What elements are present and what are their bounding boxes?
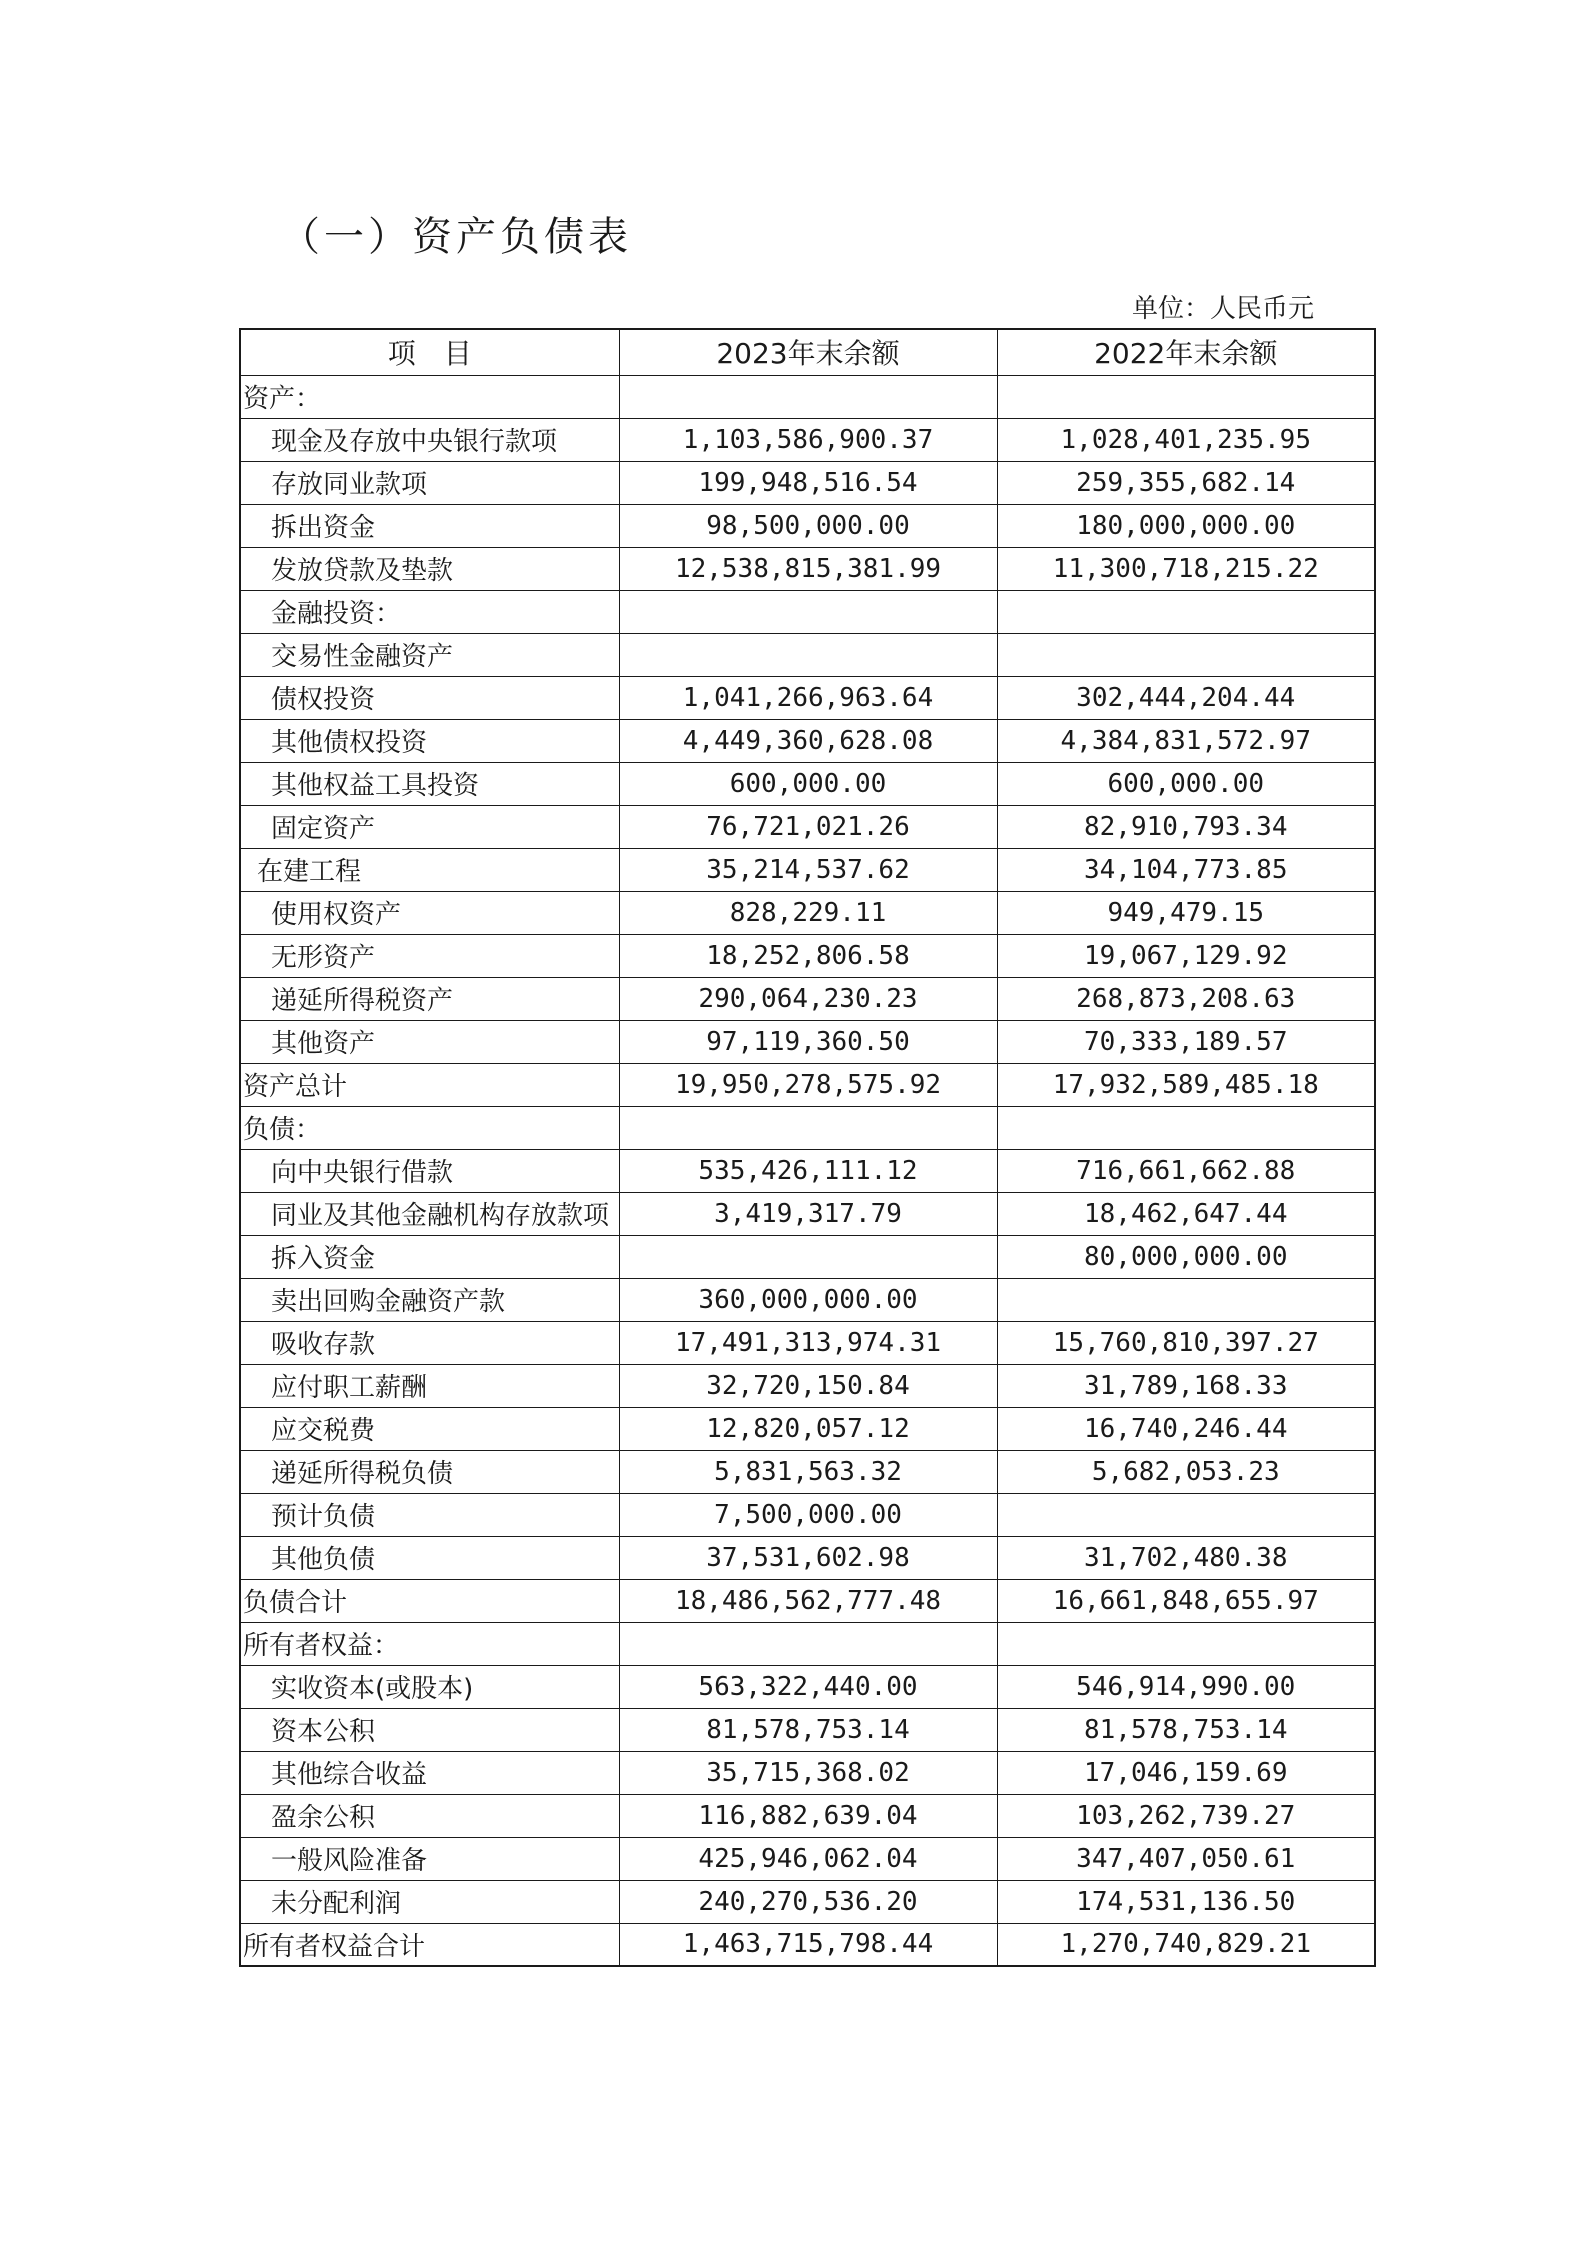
row-item-label: 负债： — [240, 1106, 619, 1149]
row-item-label: 其他综合收益 — [240, 1751, 619, 1794]
value-2022: 82,910,793.34 — [997, 805, 1375, 848]
row-item-label: 其他资产 — [240, 1020, 619, 1063]
row-item-label: 固定资产 — [240, 805, 619, 848]
row-item-label: 金融投资： — [240, 590, 619, 633]
value-2022: 17,932,589,485.18 — [997, 1063, 1375, 1106]
value-2023: 3,419,317.79 — [619, 1192, 997, 1235]
value-2023: 535,426,111.12 — [619, 1149, 997, 1192]
table-row — [240, 547, 1375, 590]
row-item-label: 拆出资金 — [240, 504, 619, 547]
row-item-label: 发放贷款及垫款 — [240, 547, 619, 590]
value-2022: 716,661,662.88 — [997, 1149, 1375, 1192]
value-2023: 32,720,150.84 — [619, 1364, 997, 1407]
table-row — [240, 461, 1375, 504]
row-item-label: 现金及存放中央银行款项 — [240, 418, 619, 461]
value-2022: 180,000,000.00 — [997, 504, 1375, 547]
value-2022: 347,407,050.61 — [997, 1837, 1375, 1880]
value-2022: 31,789,168.33 — [997, 1364, 1375, 1407]
row-item-label: 交易性金融资产 — [240, 633, 619, 676]
table-row — [240, 590, 1375, 633]
value-2023 — [619, 375, 997, 418]
value-2023: 18,486,562,777.48 — [619, 1579, 997, 1622]
row-item-label: 其他负债 — [240, 1536, 619, 1579]
table-row — [240, 1536, 1375, 1579]
table-row — [240, 1880, 1375, 1923]
value-2022 — [997, 1493, 1375, 1536]
value-2023 — [619, 590, 997, 633]
value-2022: 80,000,000.00 — [997, 1235, 1375, 1278]
row-item-label: 其他权益工具投资 — [240, 762, 619, 805]
value-2023: 12,820,057.12 — [619, 1407, 997, 1450]
table-row — [240, 633, 1375, 676]
value-2022: 17,046,159.69 — [997, 1751, 1375, 1794]
table-row — [240, 1579, 1375, 1622]
table-row — [240, 848, 1375, 891]
row-item-label: 同业及其他金融机构存放款项 — [240, 1192, 619, 1235]
value-2023: 17,491,313,974.31 — [619, 1321, 997, 1364]
value-2022: 1,028,401,235.95 — [997, 418, 1375, 461]
value-2022: 11,300,718,215.22 — [997, 547, 1375, 590]
value-2023: 116,882,639.04 — [619, 1794, 997, 1837]
table-header-row — [240, 329, 1375, 375]
row-item-label: 递延所得税负债 — [240, 1450, 619, 1493]
table-row — [240, 1192, 1375, 1235]
value-2023: 97,119,360.50 — [619, 1020, 997, 1063]
value-2022: 81,578,753.14 — [997, 1708, 1375, 1751]
row-item-label: 其他债权投资 — [240, 719, 619, 762]
value-2022: 16,661,848,655.97 — [997, 1579, 1375, 1622]
row-item-label: 无形资产 — [240, 934, 619, 977]
value-2022 — [997, 1106, 1375, 1149]
row-item-label: 预计负债 — [240, 1493, 619, 1536]
table-row — [240, 1493, 1375, 1536]
value-2023: 37,531,602.98 — [619, 1536, 997, 1579]
table-row — [240, 1708, 1375, 1751]
row-item-label: 盈余公积 — [240, 1794, 619, 1837]
value-2022 — [997, 590, 1375, 633]
row-item-label: 负债合计 — [240, 1579, 619, 1622]
value-2023: 563,322,440.00 — [619, 1665, 997, 1708]
row-item-label: 在建工程 — [240, 848, 619, 891]
value-2022: 1,270,740,829.21 — [997, 1923, 1375, 1966]
unit-label: 单位：人民币元 — [1131, 294, 1314, 324]
value-2022: 19,067,129.92 — [997, 934, 1375, 977]
row-item-label: 拆入资金 — [240, 1235, 619, 1278]
value-2023: 4,449,360,628.08 — [619, 719, 997, 762]
header-2022: 2022年末余额 — [997, 329, 1375, 375]
value-2022: 18,462,647.44 — [997, 1192, 1375, 1235]
row-item-label: 资本公积 — [240, 1708, 619, 1751]
table-row — [240, 375, 1375, 418]
row-item-label: 递延所得税资产 — [240, 977, 619, 1020]
row-item-label: 一般风险准备 — [240, 1837, 619, 1880]
value-2023: 12,538,815,381.99 — [619, 547, 997, 590]
value-2023: 18,252,806.58 — [619, 934, 997, 977]
value-2022 — [997, 1278, 1375, 1321]
table-row — [240, 418, 1375, 461]
row-item-label: 资产： — [240, 375, 619, 418]
table-row — [240, 977, 1375, 1020]
value-2023: 1,463,715,798.44 — [619, 1923, 997, 1966]
row-item-label: 债权投资 — [240, 676, 619, 719]
value-2023 — [619, 633, 997, 676]
value-2023: 98,500,000.00 — [619, 504, 997, 547]
value-2022: 600,000.00 — [997, 762, 1375, 805]
table-row — [240, 676, 1375, 719]
value-2023: 425,946,062.04 — [619, 1837, 997, 1880]
value-2023: 240,270,536.20 — [619, 1880, 997, 1923]
table-row — [240, 1235, 1375, 1278]
value-2022: 546,914,990.00 — [997, 1665, 1375, 1708]
value-2022: 34,104,773.85 — [997, 848, 1375, 891]
table-body — [240, 375, 1375, 1966]
table-row — [240, 1321, 1375, 1364]
value-2022: 16,740,246.44 — [997, 1407, 1375, 1450]
row-item-label: 向中央银行借款 — [240, 1149, 619, 1192]
table-row — [240, 1751, 1375, 1794]
row-item-label: 使用权资产 — [240, 891, 619, 934]
table-row — [240, 1794, 1375, 1837]
page-title: （一）资产负债表 — [280, 214, 632, 260]
table-row — [240, 1665, 1375, 1708]
value-2022: 949,479.15 — [997, 891, 1375, 934]
table-row — [240, 1622, 1375, 1665]
value-2023: 199,948,516.54 — [619, 461, 997, 504]
value-2022: 302,444,204.44 — [997, 676, 1375, 719]
value-2023 — [619, 1622, 997, 1665]
row-item-label: 存放同业款项 — [240, 461, 619, 504]
value-2022: 4,384,831,572.97 — [997, 719, 1375, 762]
value-2022 — [997, 375, 1375, 418]
value-2023: 600,000.00 — [619, 762, 997, 805]
header-2023: 2023年末余额 — [619, 329, 997, 375]
table-row — [240, 934, 1375, 977]
table-row — [240, 1063, 1375, 1106]
table-row — [240, 1278, 1375, 1321]
row-item-label: 吸收存款 — [240, 1321, 619, 1364]
header-item: 项 目 — [240, 329, 619, 375]
value-2022 — [997, 1622, 1375, 1665]
value-2023: 7,500,000.00 — [619, 1493, 997, 1536]
table-row — [240, 1149, 1375, 1192]
value-2023 — [619, 1235, 997, 1278]
row-item-label: 所有者权益合计 — [240, 1923, 619, 1966]
row-item-label: 所有者权益： — [240, 1622, 619, 1665]
value-2022: 70,333,189.57 — [997, 1020, 1375, 1063]
value-2022: 5,682,053.23 — [997, 1450, 1375, 1493]
row-item-label: 实收资本(或股本) — [240, 1665, 619, 1708]
value-2023: 35,715,368.02 — [619, 1751, 997, 1794]
value-2022 — [997, 633, 1375, 676]
row-item-label: 应交税费 — [240, 1407, 619, 1450]
value-2022: 174,531,136.50 — [997, 1880, 1375, 1923]
value-2023: 76,721,021.26 — [619, 805, 997, 848]
table-row — [240, 1106, 1375, 1149]
value-2022: 268,873,208.63 — [997, 977, 1375, 1020]
value-2023: 35,214,537.62 — [619, 848, 997, 891]
table-row — [240, 1020, 1375, 1063]
table-row — [240, 1923, 1375, 1966]
value-2023: 19,950,278,575.92 — [619, 1063, 997, 1106]
row-item-label: 卖出回购金融资产款 — [240, 1278, 619, 1321]
value-2023: 81,578,753.14 — [619, 1708, 997, 1751]
value-2022: 103,262,739.27 — [997, 1794, 1375, 1837]
row-item-label: 资产总计 — [240, 1063, 619, 1106]
value-2023: 828,229.11 — [619, 891, 997, 934]
table-row — [240, 891, 1375, 934]
table-row — [240, 1364, 1375, 1407]
table-row — [240, 1450, 1375, 1493]
table-row — [240, 1837, 1375, 1880]
value-2023: 360,000,000.00 — [619, 1278, 997, 1321]
table-row — [240, 719, 1375, 762]
row-item-label: 应付职工薪酬 — [240, 1364, 619, 1407]
value-2022: 31,702,480.38 — [997, 1536, 1375, 1579]
balance-sheet-table — [239, 328, 1376, 1967]
value-2023: 1,103,586,900.37 — [619, 418, 997, 461]
value-2023 — [619, 1106, 997, 1149]
table-row — [240, 762, 1375, 805]
table-row — [240, 504, 1375, 547]
value-2022: 259,355,682.14 — [997, 461, 1375, 504]
row-item-label: 未分配利润 — [240, 1880, 619, 1923]
table-row — [240, 1407, 1375, 1450]
value-2023: 5,831,563.32 — [619, 1450, 997, 1493]
value-2023: 1,041,266,963.64 — [619, 676, 997, 719]
value-2022: 15,760,810,397.27 — [997, 1321, 1375, 1364]
table-row — [240, 805, 1375, 848]
value-2023: 290,064,230.23 — [619, 977, 997, 1020]
